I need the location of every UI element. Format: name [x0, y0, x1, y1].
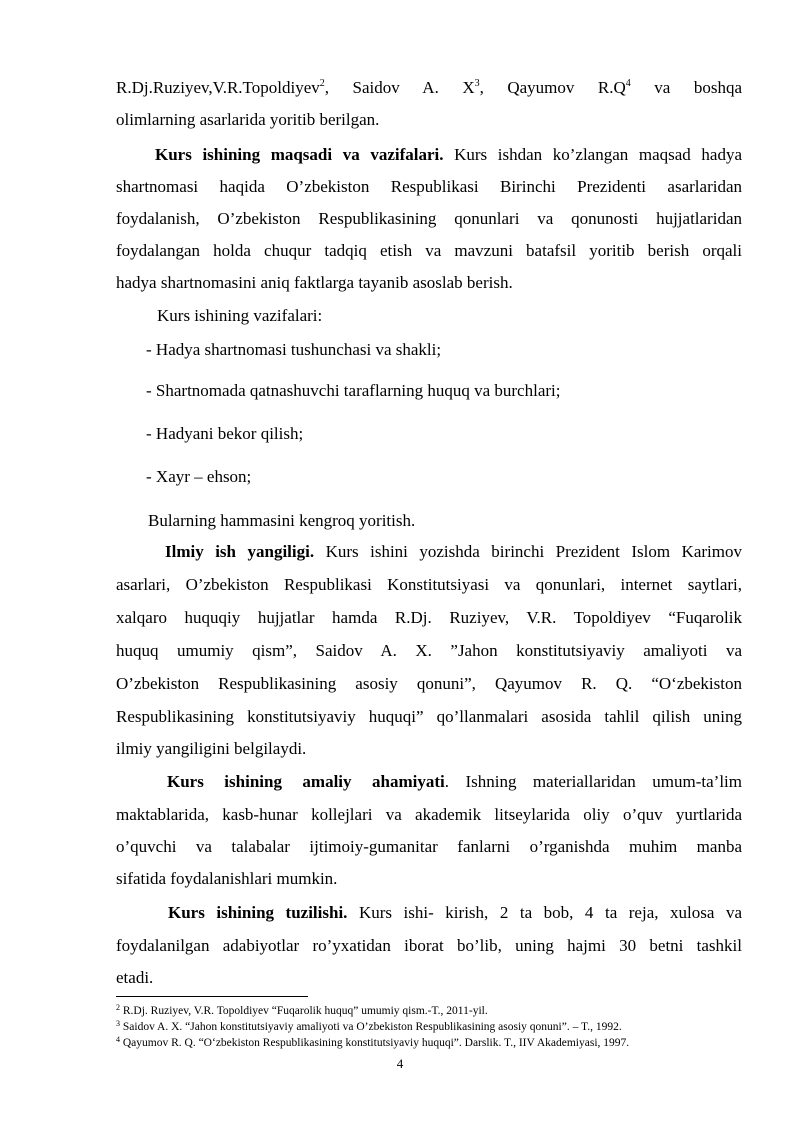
footnote-ref[interactable]: 4: [625, 78, 631, 89]
section-heading: Ilmiy ish yangiligi.: [165, 542, 315, 561]
practical-line-3: o’quvchi va talabalar ijtimoiy-gumanitar fanlarni o’rganishda muhim manba: [116, 837, 742, 856]
novelty-line-1: [165, 536, 742, 568]
novelty-line-5: O’zbekiston Respublikasining asosiy qonuni”, Qayumov R. Q. “O‘zbekiston: [116, 674, 742, 693]
task-item: - Hadyani bekor qilish;: [146, 424, 304, 443]
footnote-text: Saidov A. X. “Jahon konstitutsiyaviy amaliyoti va O’zbekiston Respublikasining asosiy qonuni”. – T., 1992.: [120, 1021, 622, 1033]
text-run: Kurs ishi- kirish, 2 ta bob, 4 ta reja, xulosa va: [347, 903, 742, 922]
footnote-separator: [116, 996, 308, 997]
text-run: Kurs ishdan ko’zlangan maqsad hadya: [443, 145, 742, 164]
task-item: - Shartnomada qatnashuvchi taraflarning huquq va burchlari;: [146, 381, 561, 400]
footnote-mark: 4: [116, 1035, 120, 1044]
practical-line-1: [167, 766, 742, 798]
goal-line-1: [155, 139, 742, 171]
novelty-line-2: asarlari, O’zbekiston Respublikasi Konstitutsiyasi va qonunlari, internet saytlari,: [116, 575, 742, 594]
task-item: - Xayr – ehson;: [146, 467, 252, 486]
text-run: va boshqa: [630, 78, 742, 97]
text-run: , Saidov A. X: [324, 78, 475, 97]
section-heading: Kurs ishining amaliy ahamiyati: [167, 772, 445, 791]
goal-line-4: foydalangan holda chuqur tadqiq etish va mavzuni batafsil yoritib berish orqali: [116, 241, 742, 260]
footnote: [116, 1005, 756, 1018]
goal-line-5: hadya shartnomasini aniq faktlarga tayanib asoslab berish.: [116, 273, 513, 292]
practical-line-4: sifatida foydalanishlari mumkin.: [116, 869, 338, 888]
footnote-ref[interactable]: 3: [474, 78, 480, 89]
section-heading: Kurs ishining tuzilishi.: [168, 903, 348, 922]
tasks-summary: Bularning hammasini kengroq yoritish.: [148, 511, 416, 530]
footnote-text: R.Dj. Ruziyev, V.R. Topoldiyev “Fuqarolik huquq” umumiy qism.-T., 2011-yil.: [120, 1005, 488, 1017]
tasks-heading: Kurs ishining vazifalari:: [157, 306, 323, 325]
footnote-ref[interactable]: 2: [319, 78, 325, 89]
footnote-text: Qayumov R. Q. “O‘zbekiston Respublikasining konstitutsiyaviy huquqi”. Darslik. T., IIV Akademiyasi, 1997.: [120, 1037, 630, 1049]
footnote: [116, 1037, 756, 1050]
structure-line-3: etadi.: [116, 968, 154, 987]
practical-line-2: maktablarida, kasb-hunar kollejlari va akademik litseylarida oliy o’quv yurtlarida: [116, 805, 742, 824]
intro-line-1: [116, 72, 742, 104]
page-number: 4: [396, 1056, 404, 1071]
footnote-mark: 2: [116, 1003, 120, 1012]
footnote-mark: 3: [116, 1019, 120, 1028]
intro-line-2: olimlarning asarlarida yoritib berilgan.: [116, 110, 380, 129]
section-heading: Kurs ishining maqsadi va vazifalari.: [155, 145, 444, 164]
text-run: . Ishning materiallaridan umum-ta’lim: [444, 772, 742, 791]
novelty-line-7: ilmiy yangiligini belgilaydi.: [116, 739, 307, 758]
footnote: [116, 1021, 756, 1034]
novelty-line-3: xalqaro huquqiy hujjatlar hamda R.Dj. Ruziyev, V.R. Topoldiyev “Fuqarolik: [116, 608, 742, 627]
task-item: - Hadya shartnomasi tushunchasi va shakli;: [146, 340, 442, 359]
text-run: Kurs ishini yozishda birinchi Prezident Islom Karimov: [314, 542, 742, 561]
goal-line-3: foydalanish, O’zbekiston Respublikasining qonunlari va qonunosti hujjatlaridan: [116, 209, 742, 228]
novelty-line-4: huquq umumiy qism”, Saidov A. X. ”Jahon konstitutsiyaviy amaliyoti va: [116, 641, 742, 660]
text-run: , Qayumov R.Q: [479, 78, 626, 97]
novelty-line-6: Respublikasining konstitutsiyaviy huquqi” qo’llanmalari asosida tahlil qilish uning: [116, 707, 742, 726]
text-run: R.Dj.Ruziyev,V.R.Topoldiyev: [116, 78, 320, 97]
goal-line-2: shartnomasi haqida O’zbekiston Respublikasi Birinchi Prezidenti asarlaridan: [116, 177, 742, 196]
structure-line-1: [168, 897, 742, 929]
structure-line-2: foydalanilgan adabiyotlar ro’yxatidan iborat bo’lib, uning hajmi 30 betni tashkil: [116, 936, 742, 955]
